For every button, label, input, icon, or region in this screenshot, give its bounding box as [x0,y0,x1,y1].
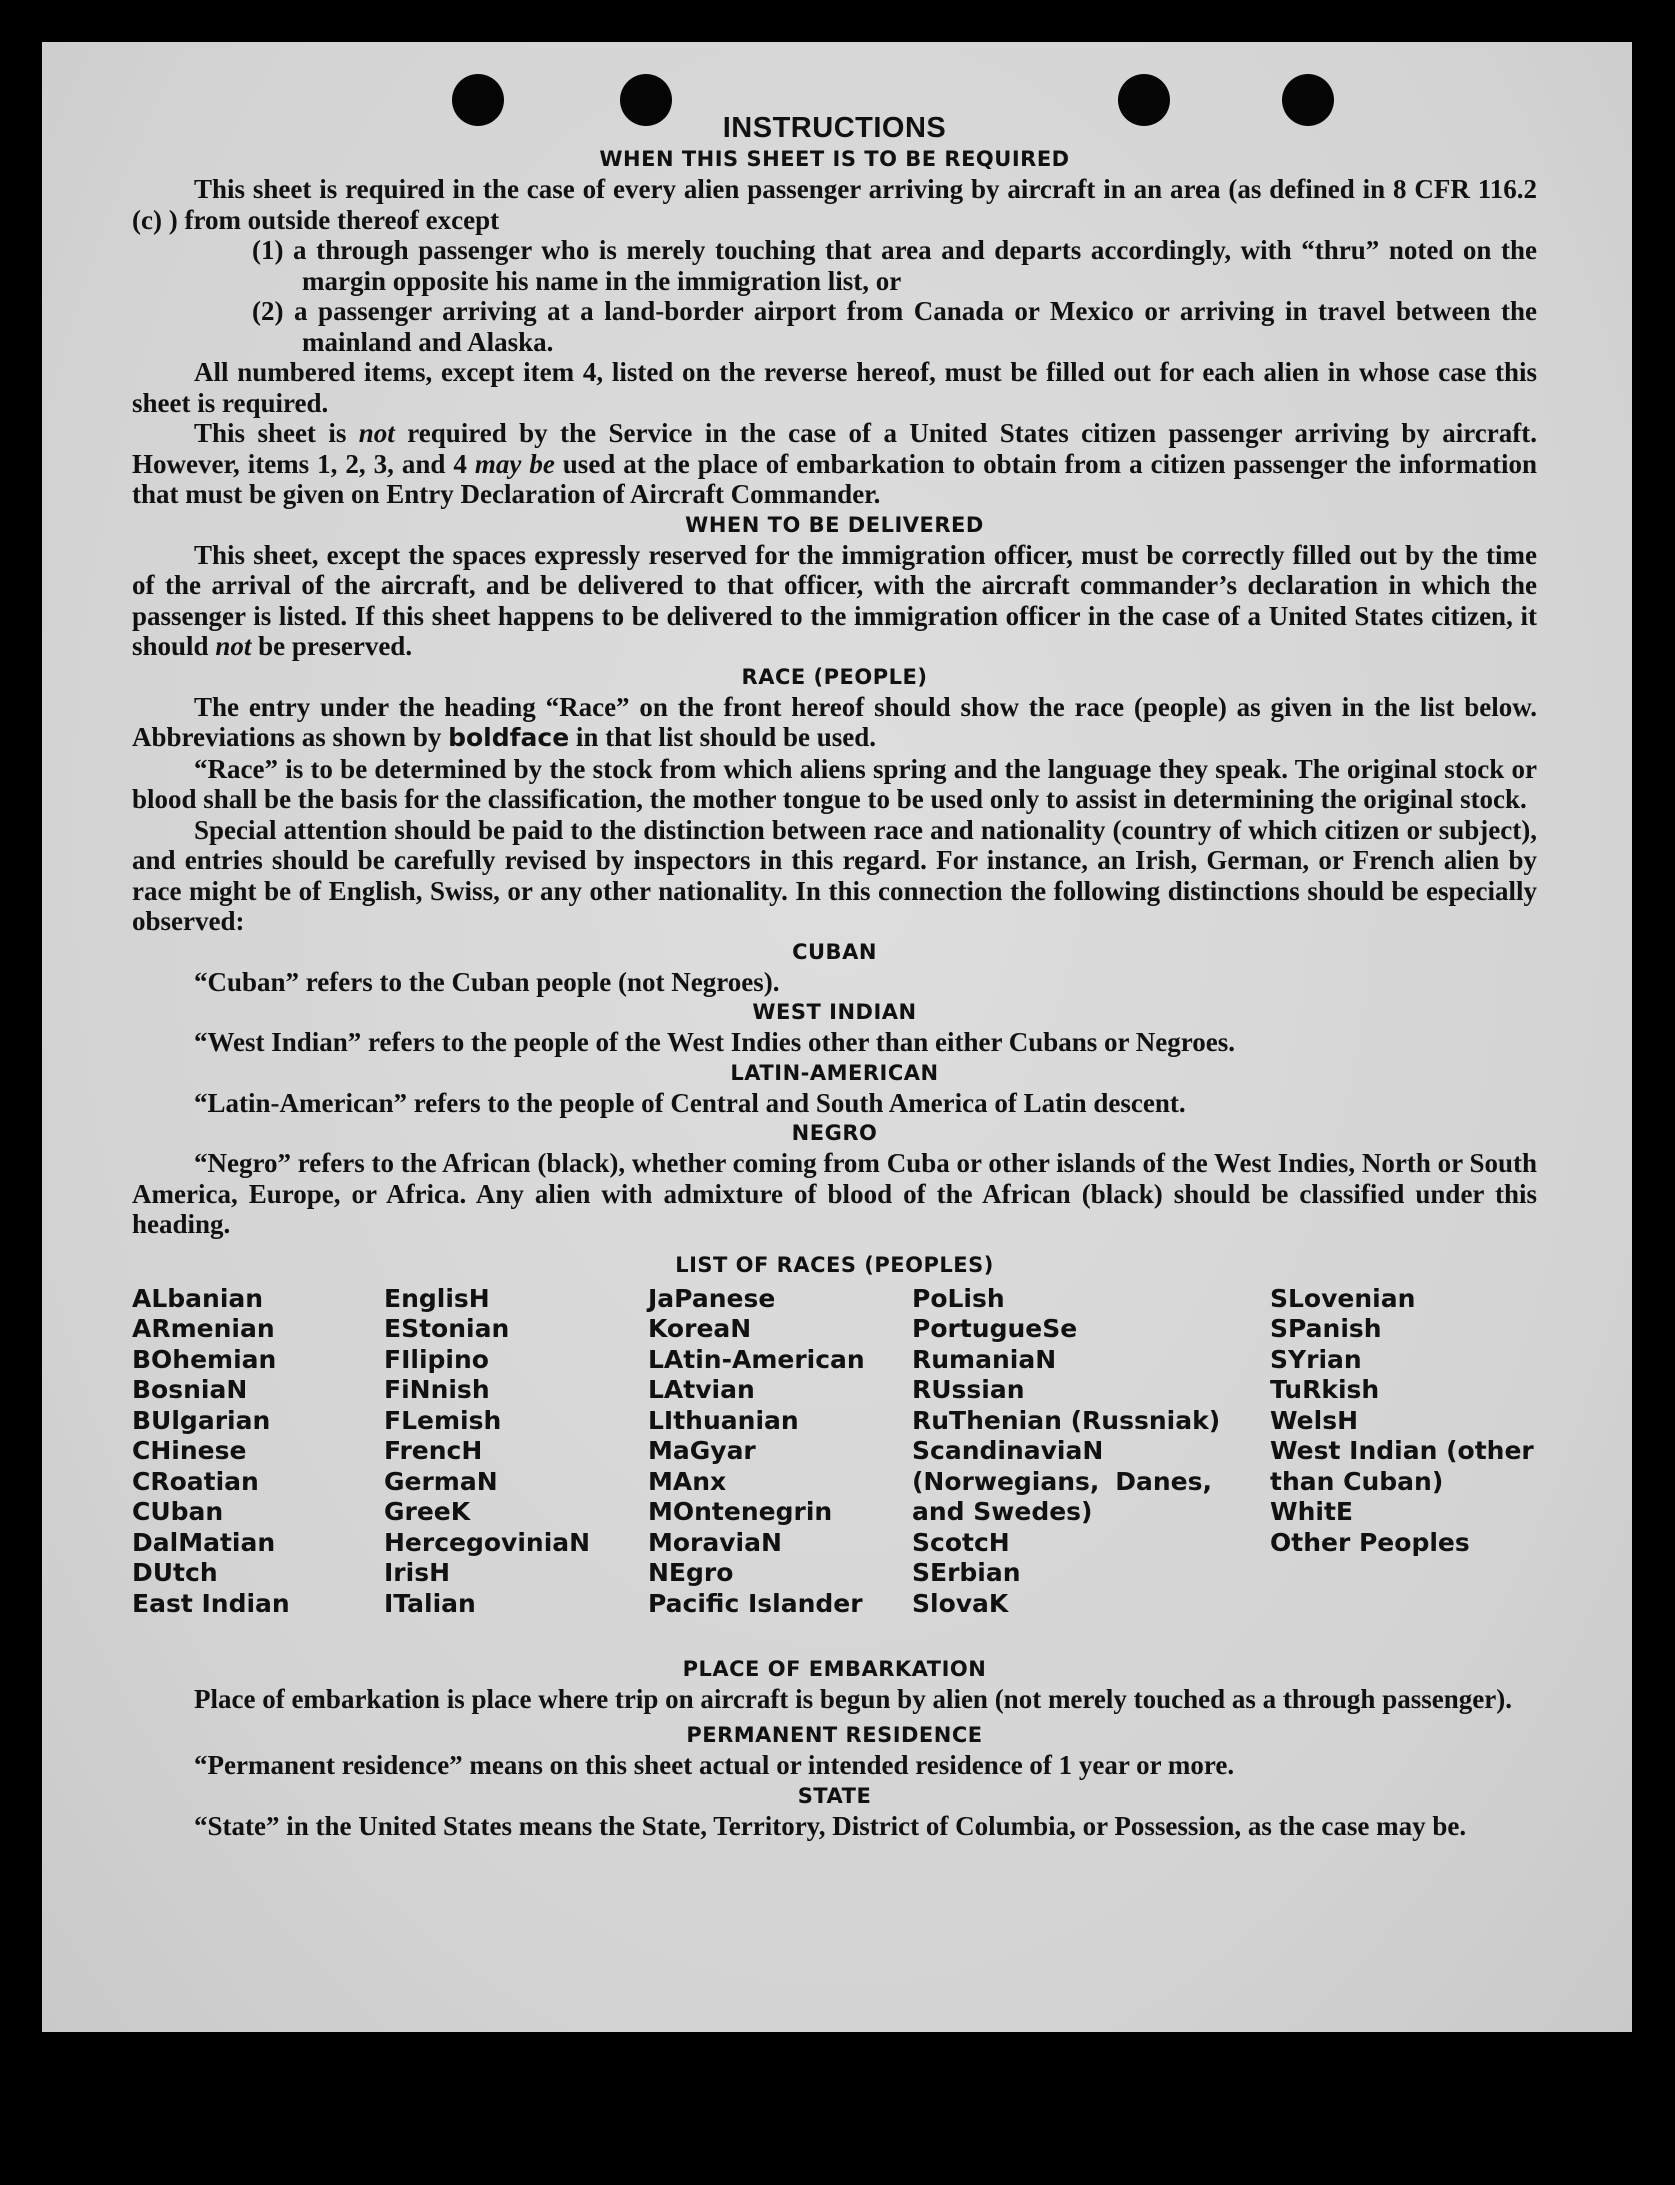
list-item: MoraviaN [648,1527,782,1557]
list-item: TuRkish [1270,1375,1380,1404]
list-item: SErbian [912,1558,1021,1587]
list-item: MaGyar [648,1436,756,1465]
paragraph: “Race” is to be determined by the stock from which aliens spring and the language they speak. The original stock or blood shall be the basis for the classification, the mother tongue to be used only to assist in determining the original stock. [132,753,1537,814]
paragraph: This sheet, except the spaces expressly reserved for the immigration officer, must be correctly filled out by the time of the arrival of the aircraft, and be delivered to that officer, with the aircraft commander’s declaration in which the passenger is listed. If this sheet happens to be delivered to the immigration officer in the case of a United States citizen, it should not be preserved. [132,539,1537,661]
list-item: ScotcH [912,1527,1010,1557]
list-item: DUtch [132,1558,218,1587]
list-item: East Indian [132,1588,290,1618]
race-column [648,1284,865,1620]
list-item: ALbanian [132,1283,264,1313]
list-item: BUlgarian [132,1405,271,1435]
list-item: PortugueSe [912,1314,1078,1343]
list-item: Other Peoples [1270,1527,1470,1557]
list-item: GreeK [384,1497,471,1526]
list-item: IrisH [384,1558,451,1587]
heading-when-delivered: WHEN TO BE DELIVERED [685,512,984,537]
list-item: SYrian [1270,1344,1362,1374]
list-item: SlovaK [912,1588,1009,1618]
list-item: RumaniaN [912,1344,1057,1374]
paragraph: “Cuban” refers to the Cuban people (not Negroes). [194,966,780,997]
race-column [132,1284,290,1620]
list-item: West Indian (other than Cuban) [1270,1436,1534,1496]
exception-item-1: (1) a through passenger who is merely touching that area and departs accordingly, with “thru” noted on the margin opposite his name in the immigration list, or [252,235,1537,296]
paragraph: All numbered items, except item 4, listed on the reverse hereof, must be filled out for each alien in whose case this sheet is required. [132,357,1537,418]
list-item: CHinese [132,1436,247,1465]
heading-west-indian: WEST INDIAN [752,1000,917,1024]
race-list [132,1284,1537,1654]
list-item: CRoatian [132,1466,259,1496]
list-item: NEgro [648,1558,734,1587]
heading-cuban: CUBAN [792,939,877,964]
list-item: EStonian [384,1314,510,1343]
paragraph: “State” in the United States means the State, Territory, District of Columbia, or Possession, as the case may be. [194,1810,1467,1841]
list-item: BOhemian [132,1344,277,1374]
list-item: HercegoviniaN [384,1527,591,1557]
list-item: MAnx [648,1466,727,1496]
list-item: BosniaN [132,1375,248,1404]
list-item: SLovenian [1270,1283,1416,1313]
race-column [912,1284,1220,1620]
list-item: WhitE [1270,1497,1353,1526]
list-item: CUban [132,1497,224,1526]
list-item: SPanish [1270,1314,1382,1343]
list-item: FiNnish [384,1375,490,1404]
paragraph: The entry under the heading “Race” on the front hereof should show the race (people) as given in the list below. Abbreviations as shown by boldface in that list should be used. [132,691,1537,752]
list-item: DalMatian [132,1527,276,1557]
list-item: MOntenegrin [648,1497,833,1526]
list-item: Pacific Islander [648,1588,863,1618]
race-column [1270,1284,1540,1559]
list-item: WelsH [1270,1405,1359,1435]
list-item: EnglisH [384,1283,490,1313]
list-item: GermaN [384,1466,498,1496]
list-item: RuThenian (Russniak) [912,1405,1221,1435]
paragraph: Special attention should be paid to the distinction between race and nationality (country of which citizen or subject), and entries should be carefully revised by inspectors in this regard. For instance, an Irish, German, or French alien by race might be of English, Swiss, or any other nationality. In this connection the following distinctions should be especially observed: [132,814,1537,936]
list-item: PoLish [912,1283,1005,1313]
exception-item-2: (2) a passenger arriving at a land-border airport from Canada or Mexico or arriving in travel between the mainland and Alaska. [252,296,1537,357]
paragraph: “West Indian” refers to the people of the West Indies other than either Cubans or Negroes. [194,1027,1236,1057]
list-item: KoreaN [648,1314,752,1343]
race-column [384,1284,590,1620]
page-title: INSTRUCTIONS [722,112,947,144]
heading-permanent-residence: PERMANENT RESIDENCE [686,1723,983,1747]
paragraph: This sheet is not required by the Service in the case of a United States citizen passenger arriving by aircraft. However, items 1, 2, 3, and 4 may be used at the place of embarkation to obtain from a citizen passenger the information that must be given on Entry Declaration of Aircraft Commander. [132,418,1537,509]
paragraph: This sheet is required in the case of every alien passenger arriving by aircraft in an area (as defined in 8 CFR 116.2 (c) ) from outside thereof except [132,174,1537,235]
list-item: ITalian [384,1588,476,1618]
list-item: LAtvian [648,1375,755,1404]
paragraph: “Latin-American” refers to the people of Central and South America of Latin descent. [194,1087,1186,1118]
paragraph: Place of embarkation is place where trip on aircraft is begun by alien (not merely touched as a through passenger). [194,1683,1512,1714]
heading-list-of-races: LIST OF RACES (PEOPLES) [675,1252,994,1277]
list-item: JaPanese [648,1283,776,1313]
heading-latin-american: LATIN-AMERICAN [730,1060,939,1085]
document-sheet [42,42,1632,2032]
list-item: FLemish [384,1405,502,1435]
heading-place-of-embarkation: PLACE OF EMBARKATION [682,1656,987,1681]
list-item: FIlipino [384,1344,489,1374]
heading-negro: NEGRO [791,1121,878,1145]
paragraph: “Permanent residence” means on this sheet actual or intended residence of 1 year or more. [194,1750,1235,1780]
heading-state: STATE [797,1783,872,1808]
list-item: FrencH [384,1436,483,1465]
heading-when-required: WHEN THIS SHEET IS TO BE REQUIRED [599,147,1070,171]
list-item: RUssian [912,1375,1025,1404]
list-item: LIthuanian [648,1405,799,1435]
list-item: LAtin-American [648,1344,865,1374]
heading-race: RACE (PEOPLE) [741,664,928,689]
list-item: ScandinaviaN (Norwegians, Danes, and Swedes) [912,1436,1212,1526]
list-item: ARmenian [132,1314,275,1343]
instructions-body [132,112,1537,1841]
paragraph: “Negro” refers to the African (black), whether coming from Cuba or other islands of the West Indies, North or South America, Europe, or Africa. Any alien with admixture of blood of the African (black) should be classified under this heading. [132,1148,1537,1239]
